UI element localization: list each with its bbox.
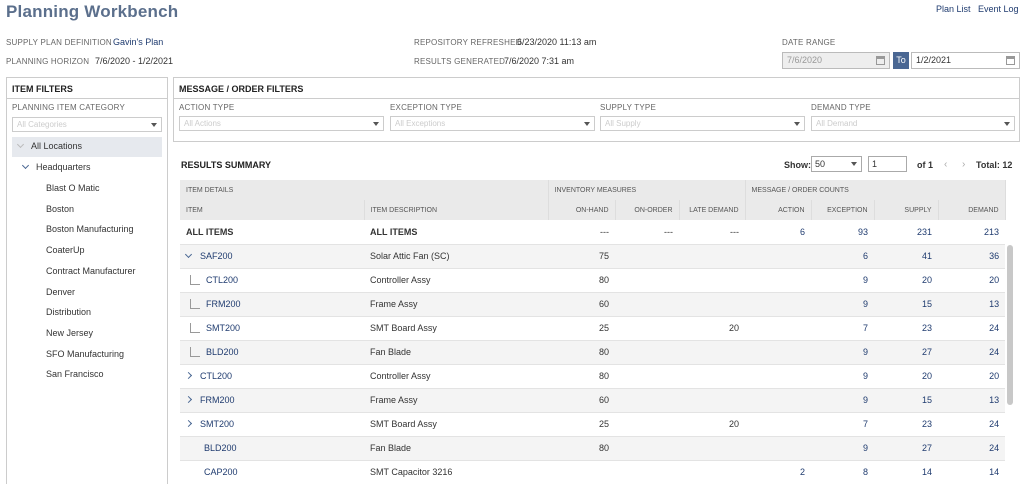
page-number-input[interactable]: 1 [868,156,907,172]
table-row[interactable]: CTL200 Controller Assy 80 9 20 20 [180,364,1005,388]
table-row[interactable]: CTL200 Controller Assy 80 9 20 20 [180,268,1005,292]
tree-item-location[interactable]: Contract Manufacturer [46,266,136,276]
tree-connector [190,275,200,285]
action-type-select[interactable]: All Actions [179,116,384,131]
col-header-supply[interactable]: SUPPLY [874,200,938,220]
repo-refreshed-value: 6/23/2020 11:13 am [517,37,597,47]
tree-item-location[interactable]: CoaterUp [46,245,85,255]
table-row[interactable]: SMT200 SMT Board Assy 25 20 7 23 24 [180,412,1005,436]
exception-type-label: EXCEPTION TYPE [390,103,463,112]
group-header-counts: MESSAGE / ORDER COUNTS [745,180,1005,200]
planning-horizon-label: PLANNING HORIZON [6,57,90,66]
demand-type-label: DEMAND TYPE [811,103,871,112]
group-header-inventory: INVENTORY MEASURES [548,180,745,200]
chevron-down-icon [584,122,590,126]
table-row[interactable]: BLD200 Fan Blade 80 9 27 24 [180,340,1005,364]
col-header-action[interactable]: ACTION [745,200,811,220]
col-header-demand[interactable]: DEMAND [938,200,1005,220]
next-page-icon[interactable]: › [962,159,966,170]
action-type-label: ACTION TYPE [179,103,235,112]
group-header-item-details: ITEM DETAILS [180,180,548,200]
page-count: of 1 [917,160,934,170]
chevron-down-icon [851,162,857,166]
table-row[interactable]: BLD200 Fan Blade 80 9 27 24 [180,436,1005,460]
table-row[interactable]: SAF200 Solar Attic Fan (SC) 75 6 41 36 [180,244,1005,268]
col-header-exception[interactable]: EXCEPTION [811,200,874,220]
col-header-on-hand[interactable]: ON-HAND [548,200,615,220]
chevron-down-icon [1004,122,1010,126]
table-row[interactable]: CAP200 SMT Capacitor 3216 2 8 14 14 [180,460,1005,484]
tree-item-location[interactable]: Boston [46,204,75,214]
table-row[interactable]: FRM200 Frame Assy 60 9 15 13 [180,388,1005,412]
show-label: Show: [784,160,811,170]
col-header-late-demand[interactable]: LATE DEMAND [679,200,745,220]
tree-item-location[interactable]: SFO Manufacturing [46,349,125,359]
tree-connector [190,323,200,333]
results-generated-value: 7/6/2020 7:31 am [504,56,575,66]
chevron-down-icon [794,122,800,126]
supply-plan-value[interactable]: Gavin's Plan [113,37,164,47]
page-size-select[interactable]: 50 [811,156,862,172]
plan-list-link[interactable]: Plan List [936,4,971,14]
prev-page-icon[interactable]: ‹ [944,159,948,170]
category-select[interactable]: All Categories [12,117,162,132]
tree-item-location[interactable]: Blast O Matic [46,183,100,193]
supply-type-select[interactable]: All Supply [600,116,805,131]
chevron-right-icon[interactable] [185,372,192,379]
supply-type-label: SUPPLY TYPE [600,103,657,112]
table-row[interactable]: FRM200 Frame Assy 60 9 15 13 [180,292,1005,316]
item-filters-title: ITEM FILTERS [12,84,73,94]
chevron-down-icon [373,122,379,126]
tree-item-location[interactable]: Distribution [46,307,92,317]
repo-refreshed-label: REPOSITORY REFRESHED [414,38,522,47]
planning-horizon-value: 7/6/2020 - 1/2/2021 [95,56,174,66]
results-generated-label: RESULTS GENERATED [414,57,506,66]
date-from-input: 7/6/2020 [782,52,890,69]
chevron-down-icon [17,141,24,148]
tree-item-location[interactable]: Boston Manufacturing [46,224,134,234]
page-title: Planning Workbench [6,2,179,21]
date-range-label: DATE RANGE [782,38,836,47]
table-row[interactable]: ALL ITEMS ALL ITEMS --- --- --- 6 93 231 213 [180,220,1005,244]
tree-connector [190,347,200,357]
date-to-input[interactable]: 1/2/2021 [911,52,1020,69]
calendar-icon [876,56,885,65]
chevron-down-icon [22,162,29,169]
tree-item-location[interactable]: San Francisco [46,369,104,379]
message-order-filters-panel [173,77,1020,142]
tree-group-headquarters[interactable]: Headquarters [23,162,91,172]
demand-type-select[interactable]: All Demand [811,116,1015,131]
col-header-item[interactable]: ITEM [180,200,364,220]
calendar-icon[interactable] [1006,56,1015,65]
item-filters-panel [6,77,168,484]
total-count: Total: 12 [976,160,1013,170]
chevron-right-icon[interactable] [185,420,192,427]
tree-item-location[interactable]: Denver [46,287,76,297]
results-summary-title: RESULTS SUMMARY [181,160,271,170]
table-scrollbar[interactable] [1007,245,1013,405]
to-label: To [893,52,909,69]
tree-item-location[interactable]: New Jersey [46,328,94,338]
tree-root-all-locations[interactable]: All Locations [12,137,162,157]
category-label: PLANNING ITEM CATEGORY [12,103,126,112]
col-header-description[interactable]: ITEM DESCRIPTION [364,200,548,220]
table-row[interactable]: SMT200 SMT Board Assy 25 20 7 23 24 [180,316,1005,340]
results-table [180,180,1006,484]
chevron-down-icon[interactable] [185,251,192,258]
tree-connector [190,299,200,309]
msg-filters-title: MESSAGE / ORDER FILTERS [179,84,304,94]
col-header-on-order[interactable]: ON-ORDER [615,200,679,220]
chevron-right-icon[interactable] [185,396,192,403]
supply-plan-label: SUPPLY PLAN DEFINITION [6,38,112,47]
exception-type-select[interactable]: All Exceptions [390,116,595,131]
chevron-down-icon [151,123,157,127]
event-log-link[interactable]: Event Log [978,4,1019,14]
